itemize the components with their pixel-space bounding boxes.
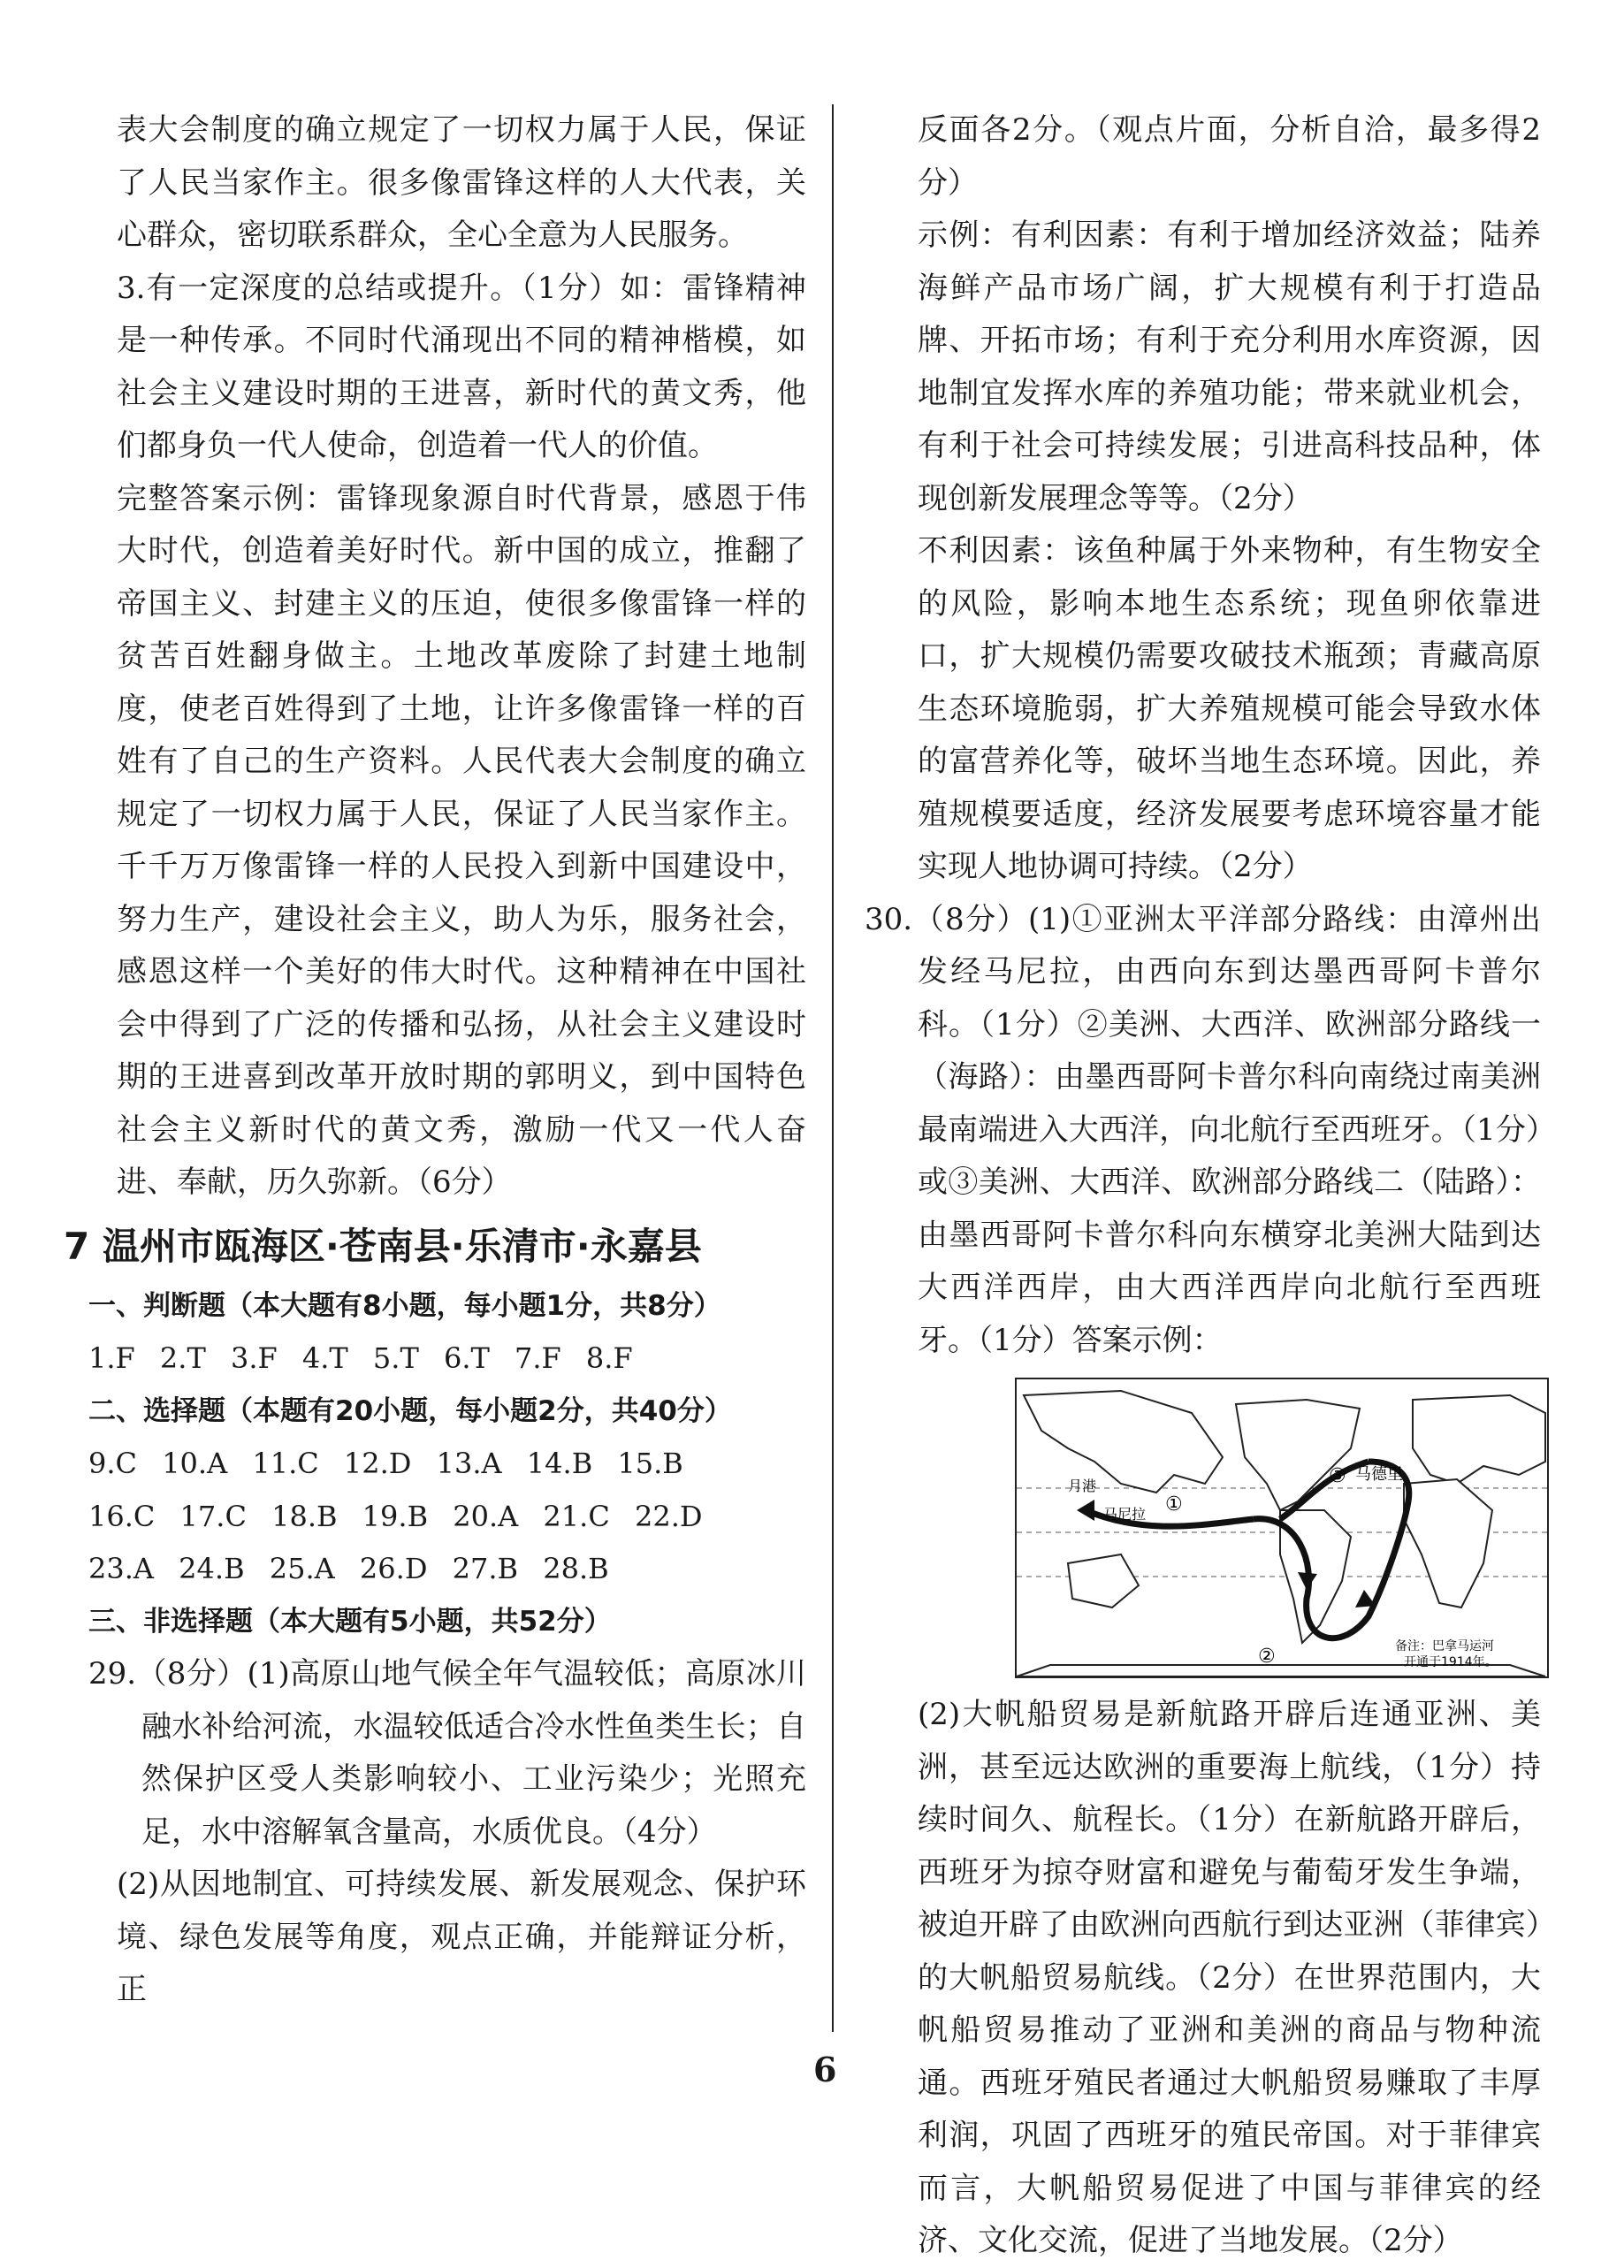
map-note-line1: 备注：巴拿马运河 <box>1395 1639 1494 1653</box>
section-title: 7 温州市瓯海区·苍南县·乐清市·永嘉县 <box>64 1224 702 1268</box>
question-29-part-1: 29.（8分）(1)高原山地气候全年气温较低；高原冰川融水补给河流，水温较低适合冷水性鱼类生长；自然保护区受人类影响较小、工业污染少；光照充足，水中溶解氧含量高，水质优良。（4分） <box>88 1656 806 1850</box>
page-number: 6 <box>813 2050 837 2089</box>
map-label-manila: 马尼拉 <box>1103 1506 1147 1523</box>
column-divider <box>832 104 834 2032</box>
answer-row: 9.C 10.A 11.C 12.D 13.A 14.B 15.B <box>88 1447 683 1480</box>
route-marker-1: ① <box>1165 1493 1183 1516</box>
world-map-figure <box>1015 1378 1549 1678</box>
answer-row: 23.A 24.B 25.A 26.D 27.B 28.B <box>88 1552 609 1585</box>
part-heading: 二、选择题（本题有20小题，每小题2分，共40分） <box>88 1394 732 1427</box>
answer-paragraph: 反面各2分。（观点片面，分析自洽，最多得2分） <box>918 112 1541 201</box>
answer-row: 1.F 2.T 3.F 4.T 5.T 6.T 7.F 8.F <box>88 1341 633 1375</box>
map-label-yuegang: 月港 <box>1068 1478 1097 1494</box>
answer-paragraph: 3.有一定深度的总结或提升。（1分）如：雷锋精神是一种传承。不同时代涌现出不同的精神楷模，如社会主义建设时期的王进喜，新时代的黄文秀，他们都身负一代人使命，创造着一代人的价值。 <box>117 270 806 463</box>
answer-paragraph: 示例：有利因素：有利于增加经济效益；陆养海鲜产品市场广阔，扩大规模有利于打造品牌、开拓市场；有利于充分利用水库资源，因地制宜发挥水库的养殖功能；带来就业机会，有利于社会可持续发展；引进高科技品种，体现创新发展理念等等。（2分） <box>918 218 1541 516</box>
answer-paragraph: 表大会制度的确立规定了一切权力属于人民，保证了人民当家作主。很多像雷锋这样的人大代表，关心群众，密切联系群众，全心全意为人民服务。 <box>117 112 806 253</box>
part-heading: 三、非选择题（本大题有5小题，共52分） <box>88 1605 612 1638</box>
part-heading: 一、判断题（本大题有8小题，每小题1分，共8分） <box>88 1289 721 1322</box>
map-label-madrid: 马德里 <box>1355 1465 1403 1484</box>
answer-row: 16.C 17.C 18.B 19.B 20.A 21.C 22.D <box>88 1499 703 1533</box>
question-30-part-1: 30.（8分）(1)①亚洲太平洋部分路线：由漳州出发经马尼拉，由西向东到达墨西哥阿卡普尔科。（1分）②美洲、大西洋、欧洲部分路线一（海路）：由墨西哥阿卡普尔科向南绕过南美洲最南端进入大西洋，向北航行至西班牙。（1分）或③美洲、大西洋、欧洲部分路线二（陆路）：由墨西哥阿卡普尔科向东横穿北美洲大陆到达大西洋西岸，由大西洋西岸向北航行至西班牙。（1分）答案示例： <box>865 901 1541 1358</box>
question-29-part-2: (2)从因地制宜、可持续发展、新发展观念、保护环境、绿色发展等角度，观点正确，并能辩证分析，正 <box>117 1867 806 2007</box>
answer-paragraph: 完整答案示例：雷锋现象源自时代背景，感恩于伟大时代，创造着美好时代。新中国的成立，推翻了帝国主义、封建主义的压迫，使很多像雷锋一样的贫苦百姓翻身做主。土地改革废除了封建土地制度，使老百姓得到了土地，让许多像雷锋一样的百姓有了自己的生产资料。人民代表大会制度的确立规定了一切权力属于人民，保证了人民当家作主。千千万万像雷锋一样的人民投入到新中国建设中，努力生产，建设社会主义，助人为乐，服务社会，感恩这样一个美好的伟大时代。这种精神在中国社会中得到了广泛的传播和弘扬，从社会主义建设时期的王进喜到改革开放时期的郭明义，到中国特色社会主义新时代的黄文秀，激励一代又一代人奋进、奉献，历久弥新。（6分） <box>117 480 806 1200</box>
route-marker-3: ③ <box>1329 1465 1346 1487</box>
map-note-line2: 开通于1914年。 <box>1404 1655 1498 1669</box>
world-route-map <box>1015 1378 1549 1678</box>
route-marker-2: ② <box>1258 1646 1276 1668</box>
answer-paragraph: 不利因素：该鱼种属于外来物种，有生物安全的风险，影响本地生态系统；现鱼卵依靠进口，扩大规模仍需要攻破技术瓶颈；青藏高原生态环境脆弱，扩大养殖规模可能会导致水体的富营养化等，破坏当地生态环境。因此，养殖规模要适度，经济发展要考虑环境容量才能实现人地协调可持续。（2分） <box>918 533 1541 884</box>
left-column <box>64 104 806 2017</box>
question-30-part-2: (2)大帆船贸易是新航路开辟后连通亚洲、美洲，甚至远达欧洲的重要海上航线，（1分）持续时间久、航程长。（1分）在新航路开辟后，西班牙为掠夺财富和避免与葡萄牙发生争端，被迫开辟了由欧洲向西航行到达亚洲（菲律宾）的大帆船贸易航线。（2分）在世界范围内，大帆船贸易推动了亚洲和美洲的商品与物种流通。西班牙殖民者通过大帆船贸易赚取了丰厚利润，巩固了西班牙的殖民帝国。对于菲律宾而言，大帆船贸易促进了中国与菲律宾的经济、文化交流，促进了当地发展。（2分） <box>918 1697 1541 2258</box>
right-column <box>865 104 1541 2268</box>
